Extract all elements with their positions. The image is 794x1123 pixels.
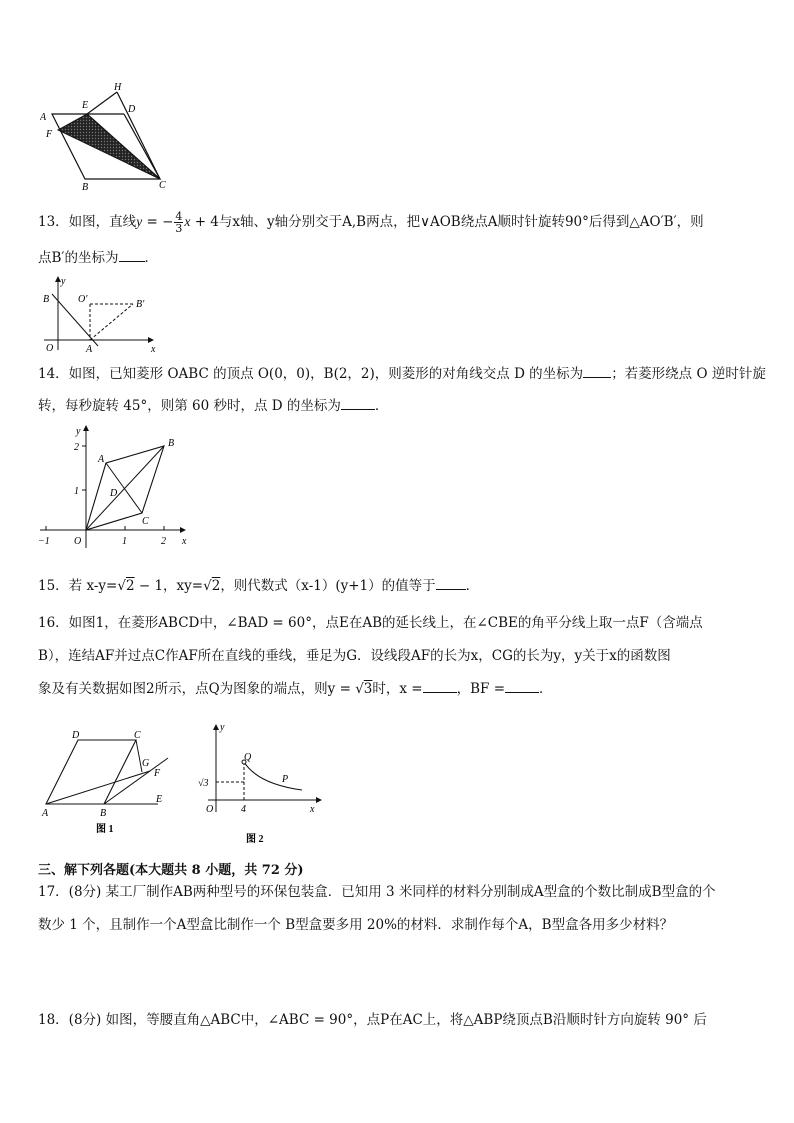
q16-figure-2 [196, 720, 328, 848]
q16-figure-1-caption: 图 1 [96, 824, 114, 835]
q13-line2 [38, 248, 762, 268]
q15-answer-blank[interactable] [436, 577, 466, 590]
q16-figure-1 [38, 728, 178, 838]
q16f2-label-q: Q [244, 752, 252, 763]
q16f1-label-f: F [154, 768, 161, 779]
q14-label-y: y [76, 426, 81, 437]
q16f2-label-y: y [220, 722, 225, 733]
q14-label-b: B [168, 438, 175, 449]
q17-line2: 数少 1 个，且制作一个A型盒比制作一个 B型盒要多用 20%的材料．求制作每个A，B型盒各用多少材料？ [38, 917, 674, 933]
q13-label-b: B [43, 294, 50, 305]
q18-line1: 18．(8分) 如图，等腰直角△ABC中，∠ABC = 90°，点P在AC上，将△ABP绕顶点B沿顺时针方向旋转 90° 后 [38, 1012, 707, 1028]
q14-figure-rhombus [36, 420, 191, 554]
q14-text-line1: 14．如图，已知菱形 OABC 的顶点 O(0，0)，B(2，2)，则菱形的对角线交点 D 的坐标为 [38, 366, 584, 382]
q16-line3: 象及有关数据如图2所示，点Q为图象的端点，则y = √3时，x = ，BF = ． [38, 681, 553, 697]
figure-parallelogram-shaded [40, 80, 175, 192]
q14-label-d: D [110, 488, 118, 499]
fig12-label-d: D [128, 104, 136, 115]
q13-text-line2: 点B′的坐标为 [38, 250, 119, 266]
q14-text-line2-end: ． [374, 398, 389, 414]
fig12-label-e: E [82, 100, 89, 111]
q13-label-o-prime: O′ [78, 294, 88, 305]
q16-text-mid: 时，x = [372, 681, 423, 697]
fig12-label-f: F [46, 129, 53, 140]
q14-label-neg1: −1 [38, 536, 50, 547]
q14-line1 [38, 364, 766, 384]
q15-text-mid: ，xy= [163, 578, 204, 594]
q16f2-label-p: P [282, 774, 289, 785]
q13-label-y: y [61, 276, 66, 287]
q14-line2 [38, 396, 762, 416]
q13-label-b-prime: B′ [136, 299, 145, 310]
q13-label-o: O [46, 343, 54, 354]
q14-label-2-y: 2 [74, 442, 79, 453]
q14-label-1-y: 1 [74, 486, 79, 497]
q16f1-label-c: C [134, 730, 141, 741]
q13-fraction: $\frac{4}{3}$ [175, 210, 183, 235]
q15-line: 15．若 x-y=√2 − 1，xy=√2，则代数式（x-1）(y+1）的值等于 ． [38, 578, 480, 594]
q14-label-1-x: 1 [122, 536, 127, 547]
q16-line2: B），连结AF并过点C作AF所在直线的垂线，垂足为G．设线段AF的长为x，CG的长为y，y关于x的函数图 [38, 648, 671, 664]
q13-text-post: 与x轴、y轴分别交于A,B两点，把∨AOB绕点A顺时针旋转90°后得到△AO′B′，则 [218, 214, 704, 230]
q16f1-label-b: B [100, 808, 107, 819]
q16f2-label-x: x [310, 804, 315, 815]
q13-figure-coordinate [38, 274, 160, 354]
q13-label-x: x [151, 344, 156, 354]
q16-text-end: ． [539, 681, 553, 697]
q13-answer-blank[interactable] [119, 249, 145, 262]
q13-label-a: A [86, 344, 93, 354]
q13-text-pre: 13．如图，直线 [38, 214, 137, 230]
q15-text-pre: 15．若 x-y= [38, 578, 118, 594]
q15-text-end: ． [465, 578, 480, 594]
q16-answer-blank-bf[interactable] [505, 680, 539, 693]
fig12-label-b: B [82, 182, 89, 192]
q16f2-label-sqrt3: √3 [198, 778, 209, 789]
q17-line1: 17．(8分) 某工厂制作AB两种型号的环保包装盒．已知用 3 米同样的材料分别制成A型盒的个数比制成B型盒的个 [38, 884, 716, 900]
section-3-heading: 三、解下列各题(本大题共 8 小题，共 72 分) [38, 863, 304, 878]
q13-line1: 13．如图，直线y = − $\frac{4}{3}$ x + 4与x轴、y轴分别交于A,B两点，把∨AOB绕点A顺时针旋转90°后得到△AO′B′，则 [38, 210, 704, 235]
q16f1-label-d: D [72, 730, 80, 741]
fig12-label-c: C [159, 180, 166, 191]
q16f1-label-g: G [142, 758, 150, 769]
q16-figure-2-caption: 图 2 [246, 834, 264, 845]
q16-answer-blank-x[interactable] [423, 680, 457, 693]
q14-label-2-x: 2 [161, 536, 166, 547]
fig12-label-h: H [114, 82, 122, 93]
q14-text-line1-mid: ；若菱形绕点 O 逆时针旋 [611, 366, 766, 382]
q14-answer-blank-1[interactable] [583, 365, 611, 378]
q13-text-end: ． [144, 250, 158, 266]
q16f2-label-o: O [206, 804, 214, 815]
q14-answer-blank-2[interactable] [341, 397, 375, 410]
q16-text-mid2: ，BF = [456, 681, 505, 697]
q16f1-label-a: A [42, 808, 49, 819]
q16-line1: 16．如图1，在菱形ABCD中，∠BAD = 60°，点E在AB的延长线上，在∠CBE的角平分线上取一点F（含端点 [38, 615, 703, 631]
q14-label-a: A [98, 454, 105, 465]
q14-text-line2: 转，每秒旋转 45°，则第 60 秒时，点 D 的坐标为 [38, 398, 341, 414]
q15-text-post: ，则代数式（x-1）(y+1）的值等于 [220, 578, 436, 594]
q14-label-o: O [74, 536, 82, 547]
q16-text-pre: 象及有关数据如图2所示，点Q为图象的端点，则y = [38, 681, 356, 697]
q16f2-label-4: 4 [241, 804, 246, 815]
q16f1-label-e: E [156, 794, 163, 805]
fig12-label-a: A [40, 112, 47, 123]
q14-label-c: C [142, 516, 149, 527]
q14-label-x: x [182, 536, 187, 547]
